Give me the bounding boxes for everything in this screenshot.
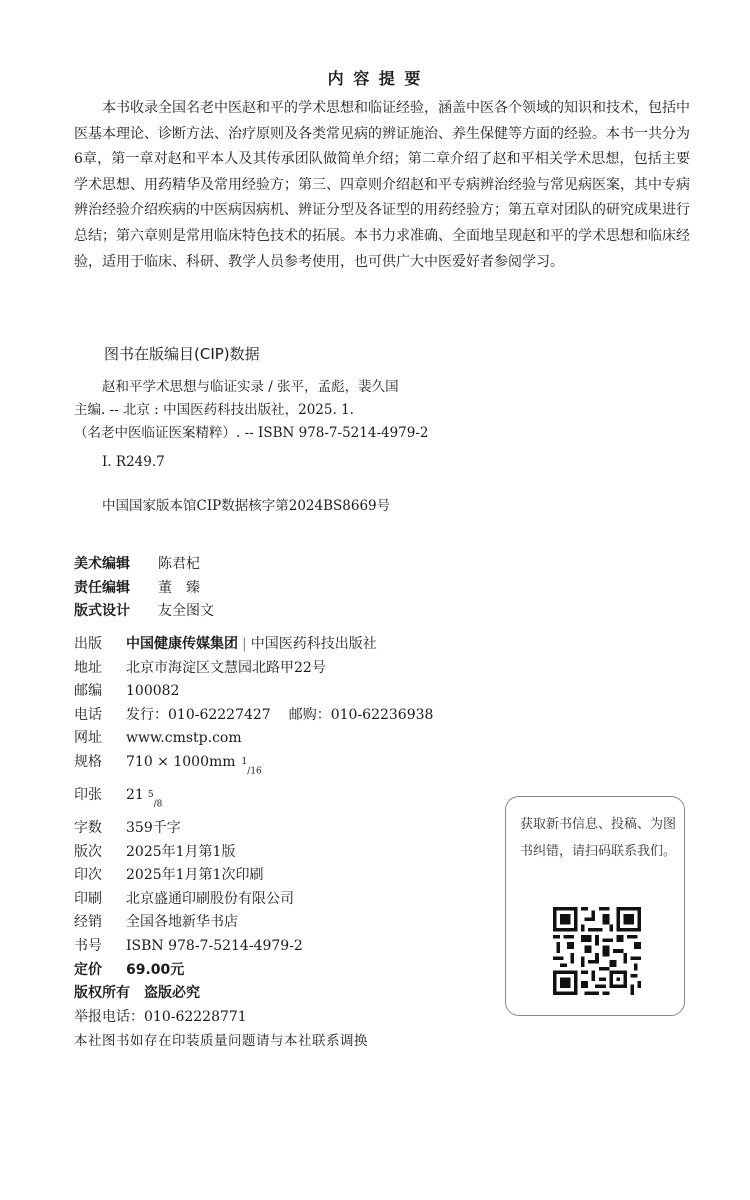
info-row-report [74,1006,433,1030]
info-label: 经销 [74,914,102,931]
cip-line-2: 主编. -- 北京 : 中国医药科技出版社，2025. 1. [74,402,354,418]
info-value: 710 × 1000mm [126,753,236,770]
cip-line-3: （名老中医临证医案精粹）. -- ISBN 978-7-5214-4979-2 [74,425,429,441]
footer-notice: 本社图书如存在印装质量问题请与本社联系调换 [74,1033,368,1049]
sheets-fraction-bottom: /8 [153,799,163,810]
info-row-printer [74,888,433,912]
staff-row-editor [74,577,214,601]
info-value: 359千字 [126,820,181,837]
info-row-distributor [74,911,433,935]
info-label: 出版 [74,636,102,652]
info-label: 印张 [74,787,102,804]
info-label: 字数 [74,820,102,837]
cip-heading: 图书在版编目(CIP)数据 [104,345,260,363]
staff-row-art [74,553,214,577]
publisher-name: 中国医药科技出版社 [250,636,377,652]
info-value: 北京市海淀区文慧园北路甲22号 [126,659,326,676]
info-label: 规格 [74,753,102,770]
info-label: 网址 [74,730,102,747]
qr-code-icon[interactable] [553,907,641,995]
info-row-isbn [74,935,433,959]
info-value: 100082 [126,683,180,700]
info-value: 2025年1月第1次印刷 [126,867,264,884]
info-row-format [74,751,433,784]
info-row-website [74,727,433,751]
cip-verify-number: 中国国家版本馆CIP数据核字第2024BS8669号 [102,498,391,514]
info-value: 21 [126,787,144,804]
qr-caption: 获取新书信息、投稿、为图书纠错，请扫码联系我们。 [520,817,677,859]
staff-list [74,553,214,624]
info-label: 版次 [74,843,102,860]
phone-issue: 发行：010-62227427 [126,706,271,723]
info-row-phone [74,704,433,728]
info-row-sheets [74,784,433,817]
info-label: 定价 [74,961,102,978]
info-row-rights [74,982,433,1006]
cip-line-1: 赵和平学术思想与临证实录 / 张平，孟彪，裴久国 [102,379,399,395]
staff-label: 版式设计 [74,603,130,619]
phone-mail: 邮购：010-62236938 [288,706,434,723]
staff-value: 友全图文 [158,603,214,619]
staff-row-layout [74,600,214,624]
staff-label: 美术编辑 [74,556,130,572]
staff-value: 陈君杞 [158,556,200,572]
info-value: 北京盛通印刷股份有限公司 [126,890,294,907]
info-row-postcode [74,680,433,704]
info-row-address [74,657,433,681]
staff-value: 董 臻 [158,579,200,596]
qr-box [505,796,685,1016]
sheets-fraction-top: 5 [147,790,154,801]
staff-label: 责任编辑 [74,579,130,596]
website-link[interactable]: www.cmstp.com [126,730,242,747]
info-row-publisher [74,633,433,657]
publisher-separator: | [242,636,247,652]
info-row-printing [74,864,433,888]
cip-line-4: Ⅰ. R249.7 [102,454,165,470]
summary-title: 内 容 提 要 [327,69,423,88]
info-label: 电话 [74,706,102,723]
summary-text [74,96,690,275]
publication-info [74,633,433,1029]
info-label: 印次 [74,867,102,884]
price-value: 69.00元 [126,961,185,978]
info-label: 邮编 [74,683,102,700]
info-row-words [74,817,433,841]
report-phone: ：010-62228771 [130,1008,247,1025]
format-fraction-bottom: /16 [247,766,262,777]
info-label: 书号 [74,938,102,955]
info-value: ISBN 978-7-5214-4979-2 [126,938,303,955]
info-label: 地址 [74,659,102,676]
info-label: 印刷 [74,890,102,907]
rights-notice: 版权所有 盗版必究 [74,985,200,1002]
format-fraction-top: 1 [241,756,248,767]
publisher-group: 中国健康传媒集团 [126,636,238,652]
info-value: 2025年1月第1版 [126,843,236,860]
info-row-edition [74,841,433,865]
info-row-price [74,959,433,983]
info-value: 全国各地新华书店 [126,914,238,931]
report-label: 举报电话 [74,1008,130,1025]
summary-paragraph: 本书收录全国名老中医赵和平的学术思想和临证经验，涵盖中医各个领域的知识和技术，包括中医基本理论、诊断方法、治疗原则及各类常见病的辨证施治、养生保健等方面的经验。本书一共分为6章，第一章对赵和平本人及其传承团队做简单介绍；第二章介绍了赵和平相关学术思想，包括主要学术思想、用药精华及常用经验方；第三、四章则介绍赵和平专病辨治经验与常见病医案，其中专病辨治经验介绍疾病的中医病因病机、辨证分型及各证型的用药经验方；第五章对团队的研究成果进行总结；第六章则是常用临床特色技术的拓展。本书力求准确、全面地呈现赵和平的学术思想和临床经验，适用于临床、科研、教学人员参考使用，也可供广大中医爱好者参阅学习。 [74,100,690,270]
cip-record [74,376,634,474]
